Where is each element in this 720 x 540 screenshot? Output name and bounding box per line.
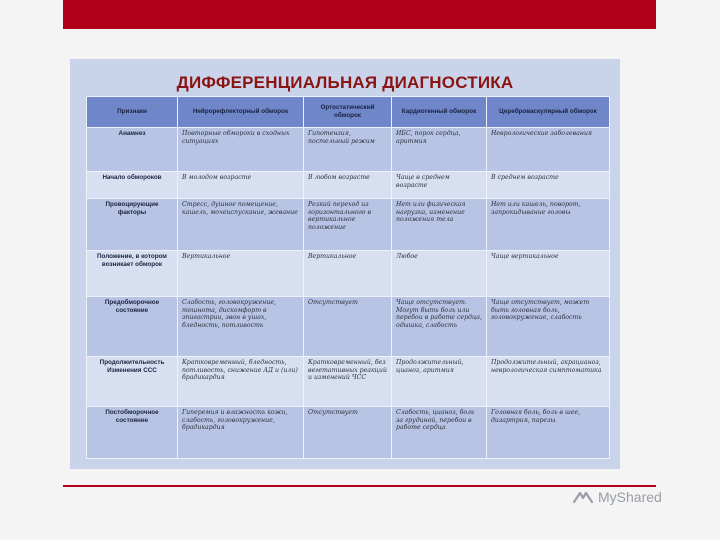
header-cell: Кардиогенный обморок (392, 97, 487, 128)
table-row (87, 357, 610, 407)
top-red-bar (63, 0, 656, 29)
slide-title: ДИФФЕРЕНЦИАЛЬНАЯ ДИАГНОСТИКА (176, 73, 514, 92)
row-label: Продолжительность Изменения ССС (87, 357, 178, 407)
table-cell: Головная боль, боль в шее, дизартрия, парезы (487, 407, 610, 459)
table-cell: Гипотензия, постельный режим (304, 128, 392, 172)
table-row (87, 251, 610, 297)
table-row (87, 128, 610, 172)
bottom-red-line (63, 485, 656, 487)
header-cell: Ортостатический обморок (304, 97, 392, 128)
table-cell: В молодом возрасте (178, 172, 304, 199)
table-cell: Чаще отсутствует, может быть головная боль, головокружение, слабость (487, 297, 610, 357)
differential-diagnosis-table (86, 96, 610, 459)
table-cell: Повторные обмороки в сходных ситуациях (178, 128, 304, 172)
table-cell: Вертикальное (304, 251, 392, 297)
table-cell: Любое (392, 251, 487, 297)
row-label: Анамнез (87, 128, 178, 172)
table-cell: Кратковременный, бледность, потливость, снижение АД и (или) брадикардия (178, 357, 304, 407)
table-cell: В любом возрасте (304, 172, 392, 199)
row-label: Предобморочное состояние (87, 297, 178, 357)
row-label: Провоцирующие факторы (87, 199, 178, 251)
header-cell: Цереброваскулярный обморок (487, 97, 610, 128)
slide (70, 59, 662, 505)
row-label: Постобморочное состояние (87, 407, 178, 459)
table-cell: Кратковременный, без вегетативных реакций и изменений ЧСС (304, 357, 392, 407)
table-cell: Нет или физическая нагрузка, изменение положения тела (392, 199, 487, 251)
table-cell: Нет или кашель, поворот, запрокидывание головы (487, 199, 610, 251)
table-cell: Стресс, душное помещение, кашель, мочеиспускание, жевание (178, 199, 304, 251)
table-cell: Вертикальное (178, 251, 304, 297)
myshared-logo-icon (572, 490, 594, 504)
table-cell: Чаще в среднем возрасте (392, 172, 487, 199)
row-label: Положение, в котором возникает обморок (87, 251, 178, 297)
table-cell: В среднем возрасте (487, 172, 610, 199)
table-cell: Чаще вертикальное (487, 251, 610, 297)
header-cell: Нейрорефлекторный обморок (178, 97, 304, 128)
row-label: Начало обмороков (87, 172, 178, 199)
table-cell: Неврологические заболевания (487, 128, 610, 172)
table-cell: Гиперемия и влажность кожи, слабость, головокружение, брадикардия (178, 407, 304, 459)
table-header-row (87, 97, 610, 128)
table-row (87, 407, 610, 459)
table-cell: Слабость, цианоз, боль за грудиной, перебои в работе сердца (392, 407, 487, 459)
table-row (87, 297, 610, 357)
table-cell: Резкий переход из горизонтального в вертикальное положение (304, 199, 392, 251)
header-cell: Признаки (87, 97, 178, 128)
table-cell: Отсутствует (304, 407, 392, 459)
table-cell: Чаще отсутствует. Могут быть боль или перебои в работе сердца, одышка, слабость (392, 297, 487, 357)
table-row (87, 172, 610, 199)
watermark-text: MyShared (598, 489, 662, 505)
table-cell: Продолжительный, акрацианоз, неврологическая симптоматика (487, 357, 610, 407)
myshared-watermark (572, 489, 662, 505)
table-cell: Продолжительный, цианоз, аритмия (392, 357, 487, 407)
table-cell: Слабость, головокружение, тошнота, дискомфорт в эпигастрии, звон в ушах, бледность, потливость (178, 297, 304, 357)
table-row (87, 199, 610, 251)
table-cell: ИБС, порок сердца, аритмия (392, 128, 487, 172)
table-cell: Отсутствует (304, 297, 392, 357)
